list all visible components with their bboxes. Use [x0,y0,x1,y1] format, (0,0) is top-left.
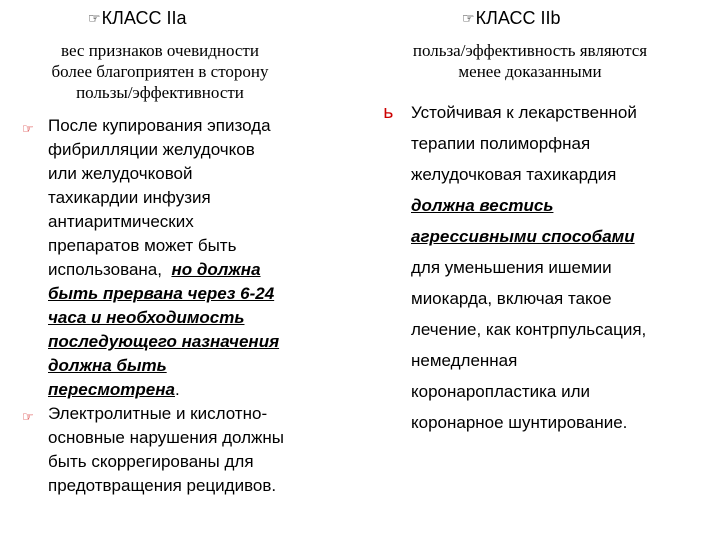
emphasis-line: часа и необходимость [48,308,245,327]
emphasis-line: должна вестись [411,196,554,215]
right-subtitle-line: менее доказанными [458,62,602,81]
left-heading [88,8,186,29]
bullet-line: быть скоррегированы для [48,452,254,471]
left-bullet-2 [22,402,348,498]
hand-pointing-icon: ☞ [88,11,101,27]
bullet-line: коронаропластика или [411,382,591,401]
emphasis-text: но должна [171,260,261,279]
bullet-line: или желудочковой [48,164,193,183]
right-subtitle [380,40,680,82]
bullet-line: После купирования эпизода [48,116,271,135]
bullet-line: предотвращения рецидивов. [48,476,277,495]
bullet-line: лечение, как контрпульсация, [411,320,647,339]
bullet-line: основные нарушения должны [48,428,285,447]
bullet-line: тахикардии инфузия [48,188,211,207]
bullet-line: препаратов может быть [48,236,237,255]
bullet-line: Устойчивая к лекарственной [411,103,637,122]
emphasis-line: последующего назначения [48,332,280,351]
left-bullet-1 [22,114,348,402]
left-subtitle-line: пользы/эффективности [76,83,244,102]
bullet-line: для уменьшения ишемии [411,258,612,277]
emphasis-line: должна быть [48,356,167,375]
left-subtitle-line: вес признаков очевидности [61,41,259,60]
bullet-text: использована, [48,260,162,279]
bullet-line: миокарда, включая такое [411,289,612,308]
right-heading [462,8,560,29]
emphasis-text: пересмотрена [48,380,175,399]
right-heading-text: КЛАСС IIb [475,8,561,28]
emphasis-line: агрессивными способами [411,227,635,246]
hand-pointing-icon: ☞ [22,122,34,137]
left-subtitle [20,40,300,103]
bullet-marker: ь [383,102,394,123]
bullet-line: фибрилляции желудочков [48,140,255,159]
end-punctuation: . [174,380,180,399]
bullet-line: антиаритмических [48,212,194,231]
hand-pointing-icon: ☞ [22,410,34,425]
bullet-line: коронарное шунтирование. [411,413,628,432]
bullet-line-end [48,378,348,402]
bullet-line: немедленная [411,351,518,370]
emphasis-line: быть прервана через 6-24 [48,284,275,303]
bullet-line: терапии полиморфная [411,134,591,153]
right-subtitle-line: польза/эффективность являются [412,41,648,60]
bullet-line: желудочковая тахикардия [411,165,617,184]
bullet-line: Электролитные и кислотно- [48,404,268,423]
right-bullet [383,97,711,438]
left-subtitle-line: более благоприятен в сторону [51,62,269,81]
left-heading-text: КЛАСС IIa [101,8,187,28]
hand-pointing-icon: ☞ [462,11,475,27]
bullet-line-mixed [48,258,348,282]
